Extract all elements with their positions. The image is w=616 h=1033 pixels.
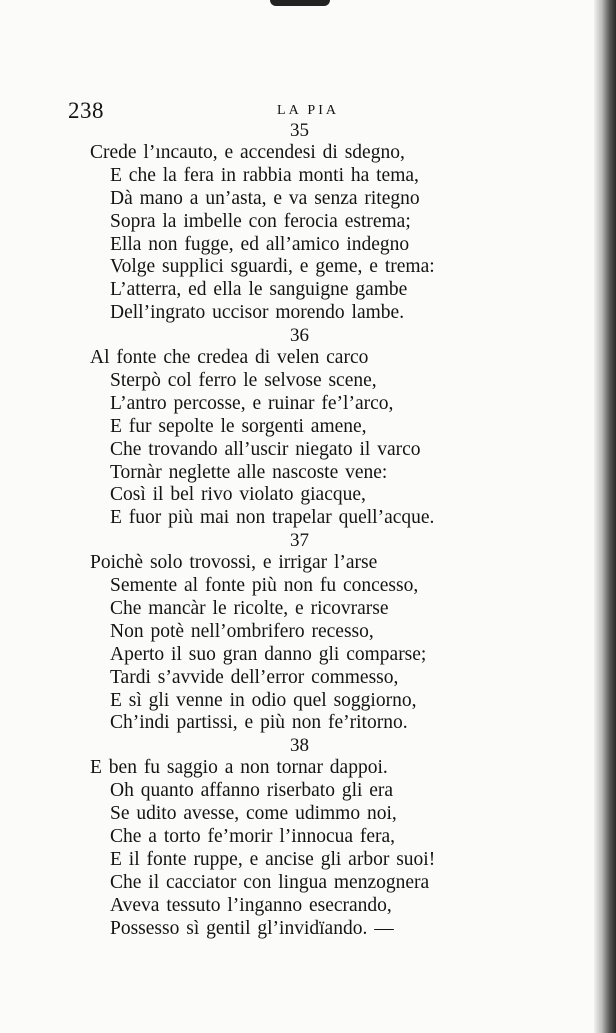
verse-line: Dà mano a un’asta, e va senza ritegno [110, 187, 420, 209]
verse-line: Al fonte che credea di velen carco [90, 347, 369, 369]
verse-line: Aveva tessuto l’inganno esecrando, [110, 894, 392, 916]
verse-line: Se udito avesse, come udimmo noi, [110, 803, 397, 825]
verse-line: Tornàr neglette alle nascoste vene: [110, 461, 388, 483]
stanza-38 [90, 735, 610, 940]
verse-line: Aperto il suo gran danno gli comparse; [110, 643, 427, 665]
verse-line: E ben fu saggio a non tornar dappoi. [90, 757, 388, 779]
verse-line: Così il bel rivo violato giacque, [110, 484, 366, 506]
verse-line: Che trovando all’uscir niegato il varco [110, 438, 421, 460]
verse-line: L’antro percosse, e ruinar fe’l’arco, [110, 392, 394, 414]
verse-line: Che il cacciator con lingua menzognera [110, 871, 430, 893]
poem-body [90, 120, 610, 941]
verse-line: Che a torto fe’morir l’innocua fera, [110, 826, 396, 848]
stanza-35 [90, 120, 610, 325]
stanza-number: 38 [290, 735, 309, 757]
stanza-number: 37 [290, 530, 309, 552]
verse-line: L’atterra, ed ella le sanguigne gambe [110, 279, 408, 301]
scan-smudge [270, 0, 330, 6]
stanza-number: 35 [290, 120, 309, 141]
running-head: LA PIA [277, 103, 339, 118]
verse-line: Tardi s’avvide dell’error commesso, [110, 666, 399, 688]
stanza-37 [90, 530, 610, 735]
verse-line: Ch’indi partissi, e più non fe’ritorno. [110, 712, 408, 734]
verse-line: Sterpò col ferro le selvose scene, [110, 370, 377, 392]
verse-line: E fuor più mai non trapelar quell’acque. [110, 507, 435, 529]
stanza-number: 36 [290, 325, 309, 347]
verse-line: E fur sepolte le sorgenti amene, [110, 415, 367, 437]
verse-line: Semente al fonte più non fu concesso, [110, 575, 419, 597]
verse-line: E che la fera in rabbia monti ha tema, [110, 164, 419, 186]
verse-line: Oh quanto affanno riserbato gli era [110, 780, 394, 802]
verse-line: Volge supplici sguardi, e geme, e trema: [110, 256, 435, 278]
verse-line: Che mancàr le ricolte, e ricovrarse [110, 598, 389, 620]
verse-line: Sopra la imbelle con ferocia estrema; [110, 210, 411, 232]
verse-line: Crede l’ıncauto, e accendesi di sdegno, [90, 142, 405, 163]
verse-line: Possesso sì gentil gl’invidïando. — [110, 917, 394, 939]
page-number: 238 [68, 98, 104, 123]
stanza-36 [90, 325, 610, 530]
verse-line: Poichè solo trovossi, e irrigar l’arse [90, 552, 378, 574]
verse-line: E il fonte ruppe, e ancise gli arbor suoi! [110, 848, 436, 870]
verse-line: Dell’ingrato uccisor morendo lambe. [110, 302, 405, 324]
verse-line: E sì gli venne in odio quel soggiorno, [110, 689, 417, 711]
verse-line: Ella non fugge, ed all’amico indegno [110, 233, 410, 255]
verse-line: Non potè nell’ombrifero recesso, [110, 620, 374, 642]
